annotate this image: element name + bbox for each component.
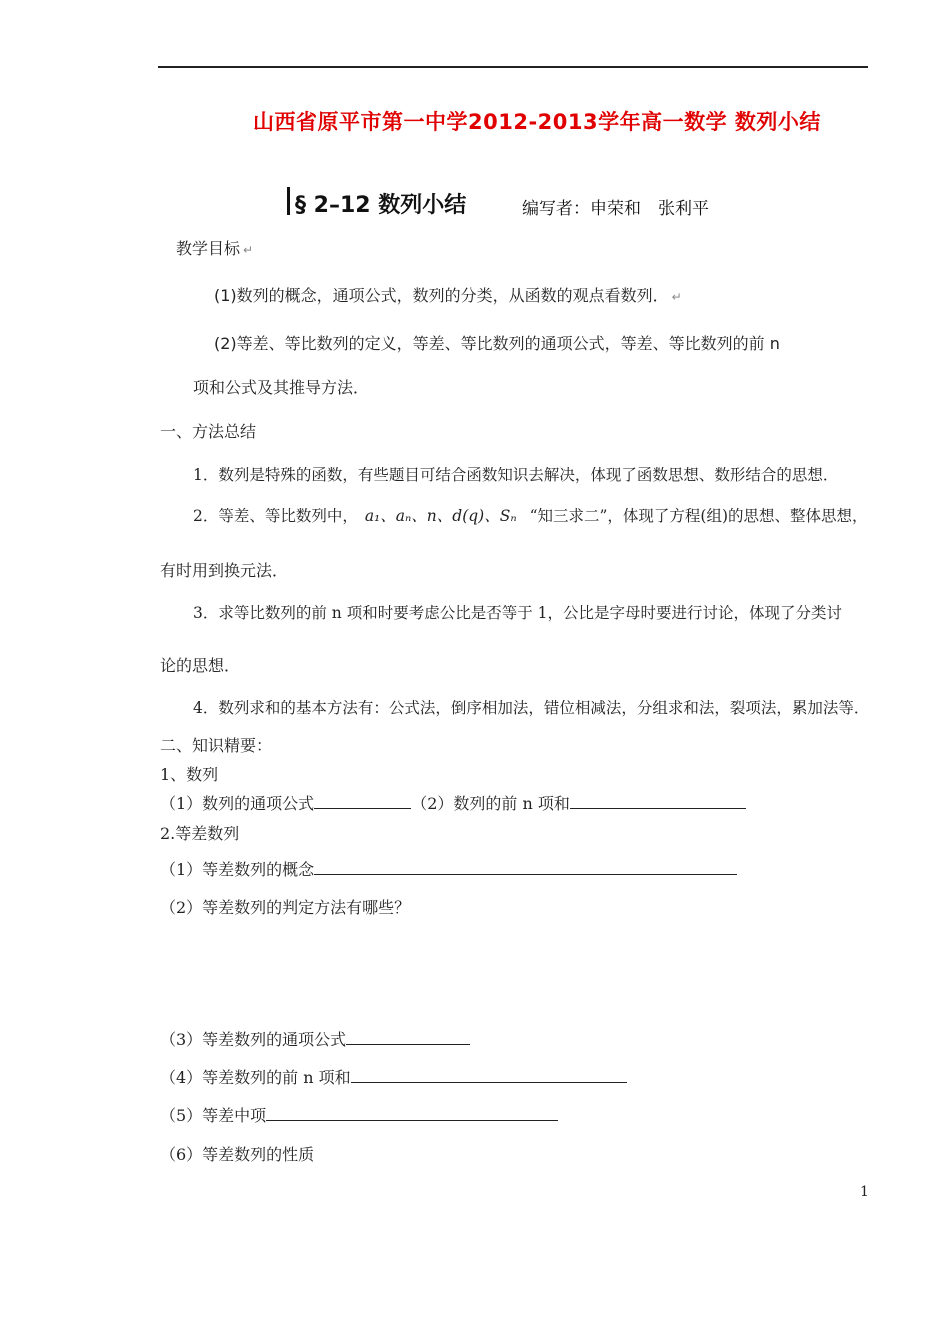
- objective-2a: (2)等差、等比数列的定义，等差、等比数列的通项公式，等差、等比数列的前 n: [214, 334, 780, 353]
- k1-item1-label: （1）数列的通项公式: [160, 794, 315, 813]
- k2-item5-label: （5）等差中项: [160, 1106, 267, 1125]
- part2-heading: 二、知识精要：: [160, 736, 273, 755]
- k2-item4-label: （4）等差数列的前 n 项和: [160, 1068, 351, 1087]
- k2-item3: [160, 1027, 470, 1050]
- k2-item4-blank[interactable]: [351, 1068, 627, 1083]
- return-mark-icon: ↵: [243, 243, 254, 257]
- objective-1-text: (1)数列的概念，通项公式，数列的分类，从函数的观点看数列．: [214, 286, 669, 305]
- method-2: [193, 504, 868, 526]
- section-title: § 2–12 数列小结: [295, 193, 467, 218]
- k1-items: [160, 791, 746, 814]
- k2-item3-blank[interactable]: [346, 1030, 470, 1045]
- part1-heading: 一、方法总结: [160, 422, 257, 441]
- method-3-continued: 论的思想．: [160, 656, 241, 675]
- return-mark-icon: ↵: [671, 290, 682, 304]
- method-1: 1．数列是特殊的函数，有些题目可结合函数知识去解决，体现了函数思想、数形结合的思想．: [193, 466, 839, 484]
- method-2-suffix: “知三求二”，体现了方程(组)的思想、整体思想，: [529, 507, 868, 525]
- method-2-prefix: 2．等差、等比数列中，: [193, 507, 358, 525]
- k1-item2-blank[interactable]: [570, 794, 746, 809]
- k1-heading: 1、数列: [160, 765, 219, 784]
- header-rule: [158, 66, 868, 68]
- k1-item1-blank[interactable]: [314, 794, 411, 809]
- k2-item1-label: （1）等差数列的概念: [160, 860, 315, 879]
- k2-item3-label: （3）等差数列的通项公式: [160, 1030, 347, 1049]
- section-bar: [287, 187, 290, 215]
- k1-item2-label: （2）数列的前 n 项和: [411, 794, 570, 813]
- k2-heading: 2.等差数列: [160, 824, 240, 843]
- k2-item5-blank[interactable]: [266, 1106, 558, 1121]
- objective-2b: 项和公式及其推导方法．: [193, 378, 370, 397]
- author-line: 编写者：申荣和 张利平: [522, 199, 709, 219]
- k2-item4: [160, 1065, 627, 1088]
- k2-item6: （6）等差数列的性质: [160, 1145, 315, 1164]
- k2-item5: [160, 1103, 558, 1126]
- k2-item1-blank[interactable]: [314, 860, 737, 875]
- objective-1: [214, 283, 682, 306]
- method-2-variables: a₁、aₙ、n、d(q)、Sₙ: [364, 507, 517, 525]
- objectives-heading-text: 教学目标: [176, 239, 241, 258]
- document-title: 山西省原平市第一中学2012-2013学年高一数学 数列小结: [253, 110, 821, 134]
- k2-item1: [160, 857, 737, 880]
- objectives-heading: [176, 236, 253, 259]
- k2-item2: （2）等差数列的判定方法有哪些？: [160, 898, 411, 917]
- page-number: 1: [860, 1184, 869, 1200]
- method-3: 3．求等比数列的前 n 项和时要考虑公比是否等于 1，公比是字母时要进行讨论，体现了分类讨: [193, 604, 842, 622]
- method-4: 4．数列求和的基本方法有：公式法，倒序相加法，错位相减法，分组求和法，裂项法，累加法等．: [193, 699, 870, 717]
- method-2-continued: 有时用到换元法．: [160, 561, 289, 580]
